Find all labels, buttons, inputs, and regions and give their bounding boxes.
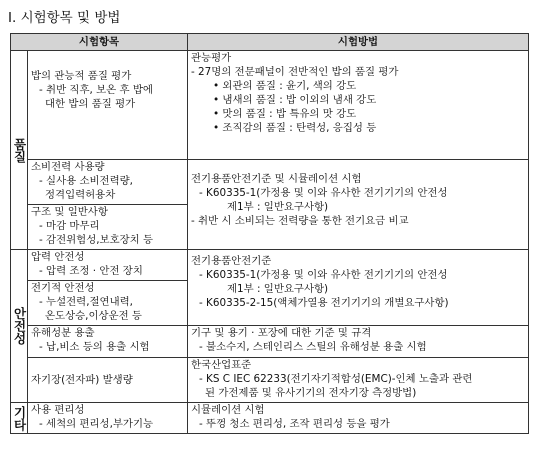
method-detail: 된 가전제품 및 유사기기의 전자기장 측정방법) (205, 387, 417, 399)
method-heading: 시뮬레이션 시험 (191, 404, 265, 416)
category-label: 안전성 (12, 307, 27, 345)
method-sensory (188, 51, 529, 160)
header-items: 시험항목 (11, 34, 188, 51)
method-detail: - K60335-2-15(액체가열용 전기기기의 개별요구사항) (199, 297, 449, 309)
item-heading: 압력 안전성 (31, 251, 85, 263)
item-heading: 자기장(전자파) 발생량 (31, 374, 133, 386)
category-quality (11, 51, 28, 250)
method-heading: 관능평가 (191, 52, 232, 64)
item-detail: - 압력 조정 · 안전 장치 (39, 265, 143, 277)
method-detail: - KS C IEC 62233(전기자기적합성(EMC)-인체 노출과 관련 (199, 373, 473, 385)
method-elec-sim (188, 160, 529, 250)
method-detail: - K60335-1(가정용 및 이와 유사한 전기기기의 안전성 (199, 187, 448, 199)
item-heading: 구조 및 일반사항 (31, 206, 108, 218)
method-simulation (188, 403, 529, 434)
item-detail: - 마감 마무리 (39, 220, 100, 232)
item-detail: - 감전위험성,보호장치 등 (39, 234, 154, 246)
item-usability (28, 403, 188, 434)
method-heading: 전기용품안전기준 (191, 255, 272, 267)
item-heading: 유해성분 용출 (31, 327, 95, 339)
method-bullet: • 외관의 품질 : 윤기, 색의 강도 (213, 80, 357, 92)
item-detail: - 납,비소 등의 용출 시험 (39, 341, 150, 353)
item-emf (28, 358, 188, 403)
category-safety (11, 250, 28, 403)
item-detail: 온도상승,이상운전 등 (45, 310, 142, 322)
method-detail: - K60335-1(가정용 및 이와 유사한 전기기기의 안전성 (199, 269, 448, 281)
item-heading: 사용 편리성 (31, 404, 85, 416)
page-title: Ⅰ. 시험항목 및 방법 (8, 10, 121, 26)
item-detail: - 세척의 편리성,부가기능 (39, 418, 154, 430)
table-row (11, 51, 529, 160)
method-detail: - 뚜껑 청소 편리성, 조작 편리성 등을 평가 (199, 418, 390, 430)
item-structure (28, 205, 188, 250)
test-items-table (10, 33, 529, 434)
method-bullet: • 조직감의 품질 : 탄력성, 응집성 등 (213, 122, 377, 134)
method-detail: 제1부 : 일반요구사항) (227, 283, 329, 295)
method-heading: 전기용품안전기준 및 시뮬레이션 시험 (191, 173, 362, 185)
item-electrical (28, 281, 188, 326)
method-heading: 기구 및 용기 · 포장에 대한 기준 및 규격 (191, 327, 372, 339)
method-bullet: • 냄새의 품질 : 밥 이외의 냄새 강도 (213, 94, 377, 106)
table-row (11, 326, 529, 358)
item-harmful (28, 326, 188, 358)
table-row (11, 160, 529, 205)
item-rice-quality (28, 51, 188, 160)
table-row (11, 250, 529, 281)
category-other (11, 403, 28, 434)
category-label: 품질 (12, 137, 27, 163)
method-ks-standard (188, 358, 529, 403)
table-header-row (11, 34, 529, 51)
item-detail: 정격입력허용차 (45, 189, 116, 201)
method-detail: - 불소수지, 스테인리스 스틸의 유해성분 용출 시험 (199, 341, 427, 353)
item-power (28, 160, 188, 205)
method-elec-standard (188, 250, 529, 326)
item-detail: - 실사용 소비전력량, (39, 175, 133, 187)
method-bullet: • 맛의 품질 : 밥 특유의 맛 강도 (213, 108, 357, 120)
item-detail: - 취반 직후, 보온 후 밥에 (39, 84, 153, 96)
method-container-standard (188, 326, 529, 358)
item-heading: 밥의 관능적 품질 평가 (31, 70, 132, 82)
method-detail: - 27명의 전문패널이 전반적인 밥의 품질 평가 (191, 66, 399, 78)
method-detail: - 취반 시 소비되는 전력량을 통한 전기요금 비교 (191, 215, 409, 227)
item-detail: 대한 밥의 품질 평가 (45, 98, 136, 110)
category-label: 기타 (12, 405, 27, 431)
table-row (11, 403, 529, 434)
method-heading: 한국산업표준 (191, 359, 252, 371)
item-pressure (28, 250, 188, 281)
item-detail: - 누설전력,절연내력, (39, 296, 133, 308)
item-heading: 전기적 안전성 (31, 282, 95, 294)
item-heading: 소비전력 사용량 (31, 161, 105, 173)
table-row (11, 358, 529, 403)
method-detail: 제1부 : 일반요구사항) (227, 201, 329, 213)
header-methods: 시험방법 (188, 34, 529, 51)
